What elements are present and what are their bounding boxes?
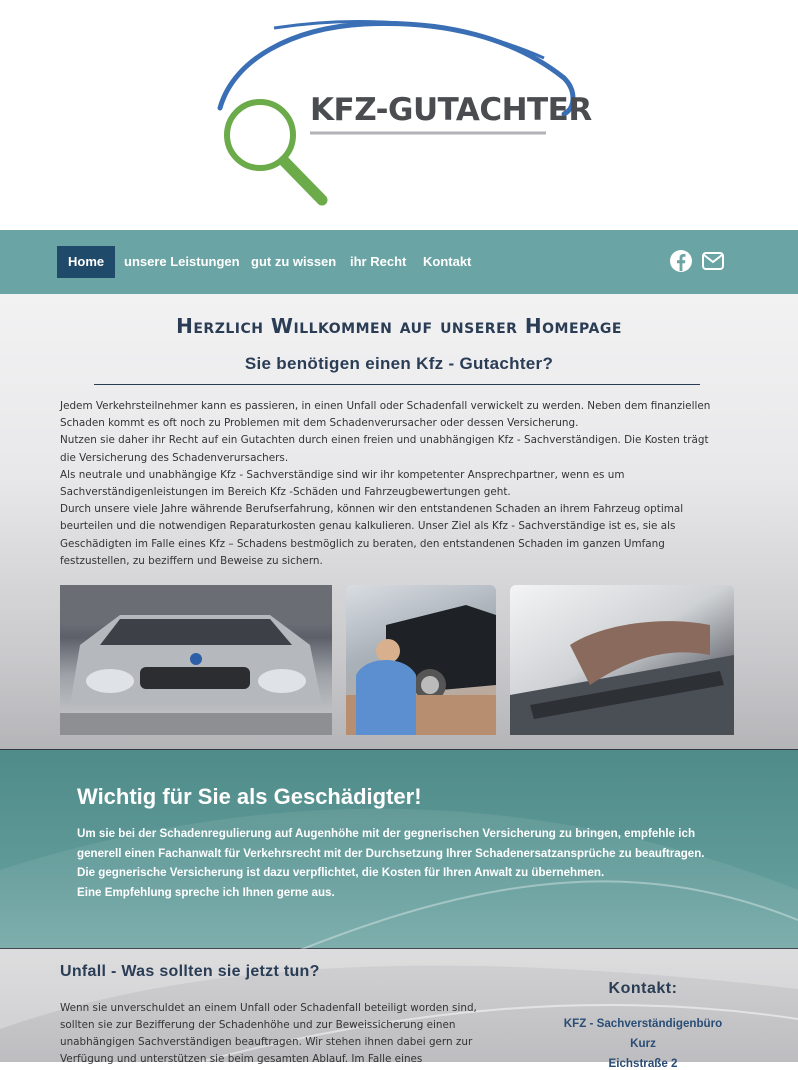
notice-line: Die gegnerische Versicherung ist dazu verpflichtet, die Kosten für Ihren Anwalt zu übernehmen. [77, 866, 605, 880]
accident-title: Unfall - Was sollten sie jetzt tun? [60, 963, 320, 980]
intro-text [60, 398, 740, 570]
appraiser-photo [346, 585, 496, 735]
accident-line: unabhängigen Sachverständigen beauftragen. Wir stehen ihnen dabei gern zur [60, 1036, 473, 1048]
mail-icon[interactable] [701, 249, 725, 273]
nav-item-home[interactable]: Home [57, 246, 115, 278]
intro-line: Durch unsere viele Jahre währende Berufserfahrung, können wir den entstandenen Schaden an ihrem Fahrzeug optimal [60, 503, 684, 516]
contact-street: Eichstraße 2 [608, 1057, 678, 1070]
intro-line: festzustellen, zu beziffern und Beweise zu sichern. [60, 554, 323, 567]
notice-band [0, 749, 798, 949]
accident-section [0, 949, 798, 1070]
intro-line: die Versicherung des Schadenverursachers. [60, 451, 289, 464]
logo-text: KFZ-GUTACHTER [310, 92, 592, 128]
intro-line: beurteilen und die notwendigen Reparaturkosten genau kalkulieren. Unser Ziel als Kfz - Sachverständige ist es, sie als [60, 520, 676, 533]
notice-title: Wichtig für Sie als Geschädigter! [77, 784, 422, 809]
accident-line: Verfügung und unterstützen sie beim gesamten Ablauf. Im Falle eines [60, 1053, 423, 1065]
intro-section [0, 294, 798, 749]
accident-line: Wenn sie unverschuldet an einem Unfall oder Schadenfall beteiligt worden sind, [60, 1002, 477, 1014]
contact-company: KFZ - Sachverständigenbüro [563, 1017, 723, 1030]
intro-line: Sachverständigenleistungen im Bereich Kfz -Schäden und Fahrzeugbewertungen geht. [60, 486, 511, 499]
accident-text [60, 1000, 500, 1068]
notice-line: generell einen Fachanwalt für Verkehrsrecht mit der Durchsetzung Ihrer Schadenersatzansprüche zu beauftragen. [77, 846, 705, 860]
intro-line: Als neutrale und unabhängige Kfz - Sachverständige sind wir ihr kompetenter Ansprechpartner, wenn es um [60, 468, 625, 481]
notice-line: Um sie bei der Schadenregulierung auf Augenhöhe mit der gegnerischen Versicherung zu bringen, empfehle ich [77, 827, 696, 840]
intro-line: Geschädigten im Falle eines Kfz – Schadens bestmöglich zu beraten, den entstandenen Schaden im ganzen Umfang [60, 537, 665, 550]
intro-line: Schaden kommt es oft noch zu Problemen mit dem Schadenverursacher oder dessen Versicherung. [60, 417, 579, 430]
nav-item-leistungen[interactable]: unsere Leistungen [124, 254, 240, 269]
nav-item-gut-zu-wissen[interactable]: gut zu wissen [251, 254, 337, 269]
divider [94, 384, 700, 385]
contact-title: Kontakt: [608, 980, 678, 997]
keyboard-photo [510, 585, 734, 735]
intro-line: Nutzen sie daher ihr Recht auf ein Gutachten durch einen freien und unabhängigen Kfz - Sachverständigen. Die Kosten trägt [60, 434, 709, 447]
nav-item-kontakt[interactable]: Kontakt [423, 254, 472, 269]
accident-line: sollten sie zur Bezifferung der Schadenhöhe und zur Beweissicherung einen [60, 1019, 456, 1031]
intro-line: Jedem Verkehrsteilnehmer kann es passieren, in einen Unfall oder Schadenfall verwickelt zu werden. Neben dem finanziellen [60, 400, 711, 412]
facebook-icon[interactable] [669, 249, 693, 273]
main-nav [0, 230, 798, 294]
nav-item-ihr-recht[interactable]: ihr Recht [350, 254, 407, 269]
contact-name: Kurz [630, 1037, 656, 1050]
page-subtitle: Sie benötigen einen Kfz - Gutachter? [244, 354, 554, 373]
damaged-car-photo [60, 585, 332, 735]
notice-text [77, 824, 757, 902]
header [0, 0, 798, 230]
notice-line: Eine Empfehlung spreche ich Ihnen gerne aus. [77, 885, 335, 899]
page-title: Herzlich Willkommen auf unserer Homepage [176, 314, 622, 338]
